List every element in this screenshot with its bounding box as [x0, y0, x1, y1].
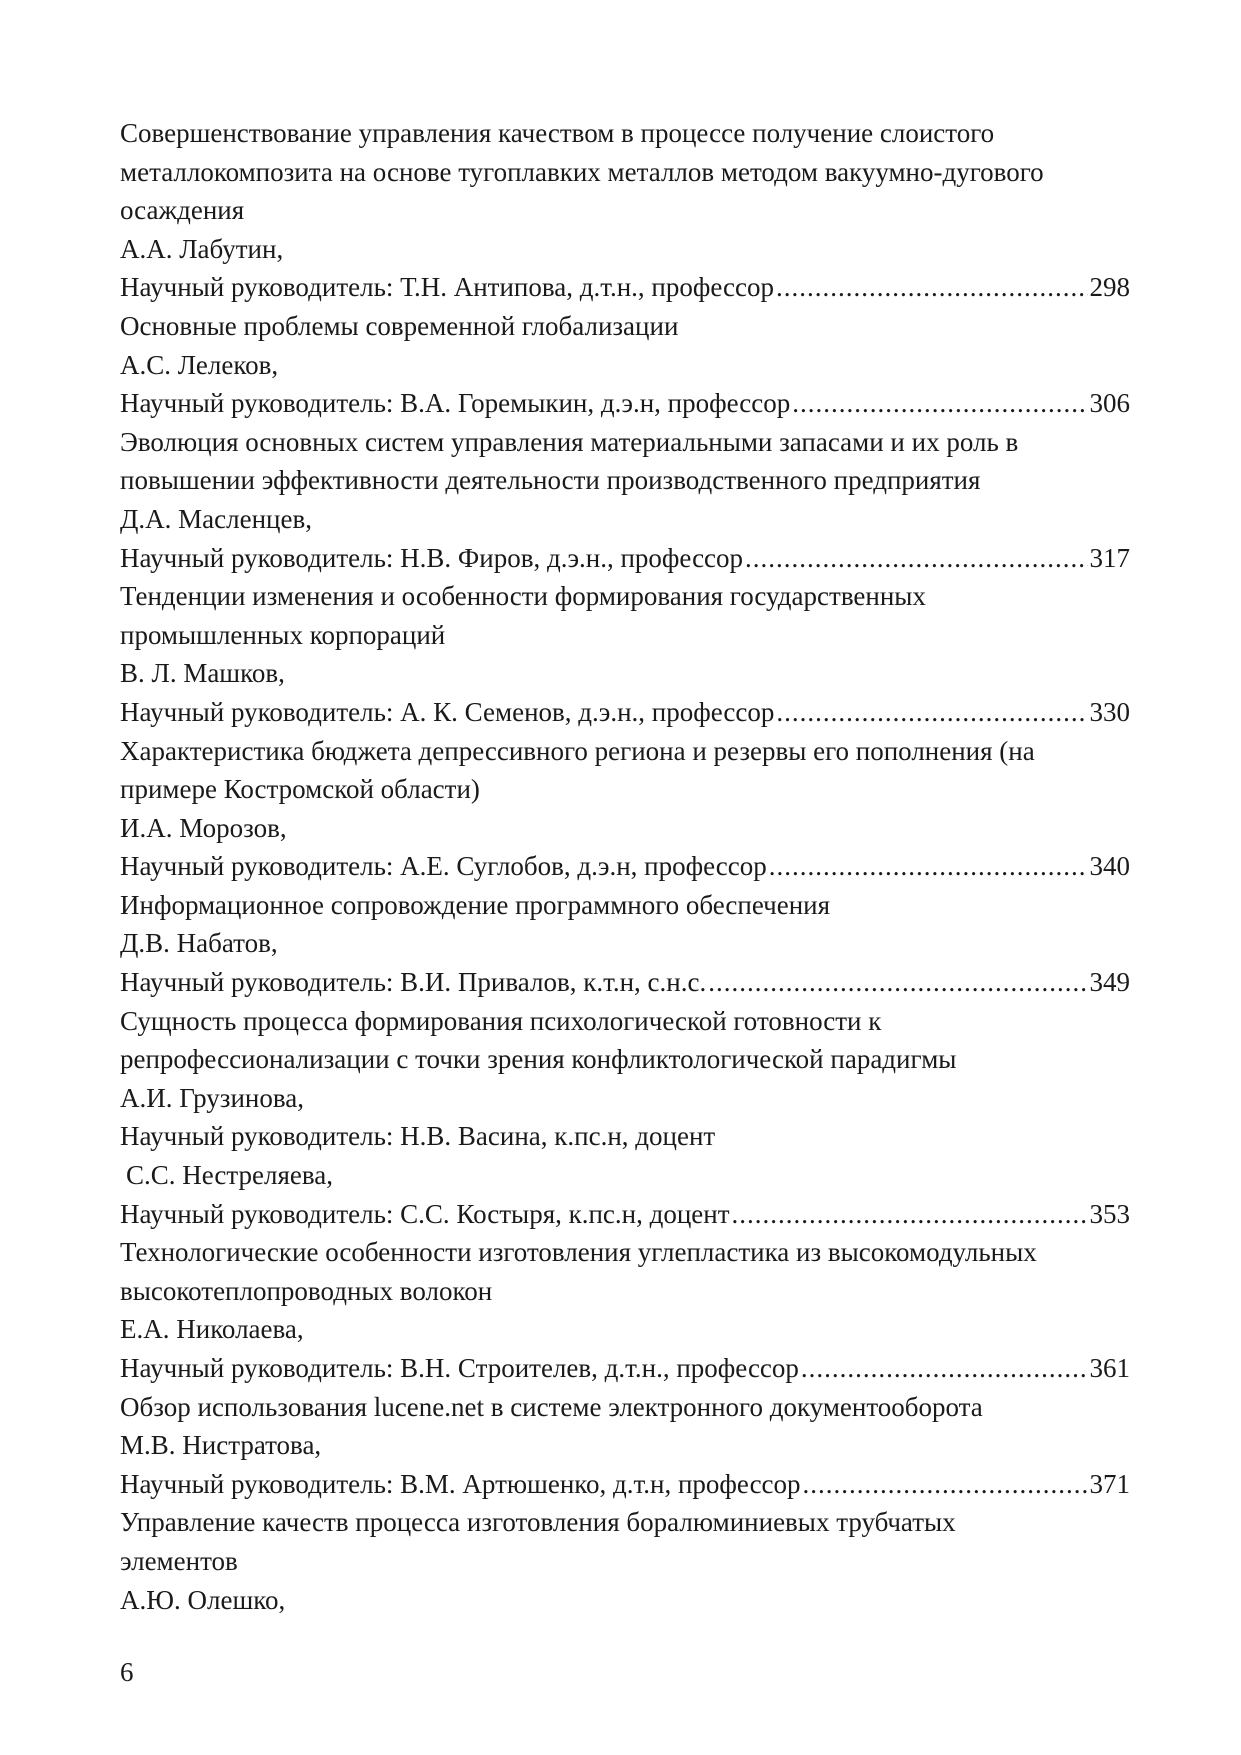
entry-page-number: 340 [1089, 851, 1130, 882]
entry-supervisor: Научный руководитель: Н.В. Васина, к.пс.н, доцент [120, 1121, 716, 1152]
dot-leader [776, 268, 1088, 307]
entry-page-number: 361 [1089, 1353, 1130, 1383]
entry-title: Тенденции изменения и особенности формирования государственных [120, 581, 926, 612]
entry-author: А.И. Грузинова, [120, 1082, 304, 1113]
entry-supervisor-row[interactable] [120, 539, 1130, 578]
entry-supervisor: Научный руководитель: В.Н. Строителев, д.т.н., профессор [120, 1353, 799, 1383]
entry-title: металлокомпозита на основе тугоплавких металлов методом вакуумно-дугового [120, 156, 1044, 187]
entry-title: Сущность процесса формирования психологической готовности к [120, 1005, 882, 1036]
entry-title: репрофессионализации с точки зрения конфликтологической парадигмы [120, 1044, 957, 1075]
entry-page-number: 306 [1089, 388, 1130, 419]
entry-author: А.Ю. Олешко, [120, 1584, 286, 1615]
entry-supervisor-row[interactable] [120, 1349, 1130, 1388]
page-number: 6 [120, 1657, 134, 1687]
dot-leader [792, 384, 1087, 423]
entry-supervisor: Научный руководитель: В.И. Привалов, к.т.н, с.н.с. [120, 967, 707, 998]
entry-author: Е.А. Николаева, [120, 1314, 304, 1345]
entry-supervisor: Научный руководитель: В.А. Горемыкин, д.э.н, профессор [120, 388, 791, 419]
entry-supervisor-row[interactable] [120, 384, 1130, 423]
entry-page-number: 298 [1089, 272, 1130, 303]
entry-title: примере Костромской области) [120, 774, 480, 805]
entry-page-number: 353 [1089, 1198, 1130, 1229]
entry-page-number: 330 [1089, 696, 1130, 727]
entry-supervisor-row[interactable] [120, 693, 1130, 732]
entry-title: высокотеплопроводных волокон [120, 1275, 493, 1306]
entry-page-number: 371 [1089, 1468, 1130, 1499]
dot-leader [801, 1349, 1088, 1388]
entry-supervisor: Научный руководитель: С.С. Костыря, к.пс.н, доцент [120, 1198, 730, 1229]
dot-leader [776, 693, 1087, 732]
entry-supervisor: Научный руководитель: Н.В. Фиров, д.э.н., профессор [120, 542, 744, 573]
entry-supervisor: Научный руководитель: А. К. Семенов, д.э.н., профессор [120, 696, 775, 727]
entry-title: Управление качеств процесса изготовления боралюминиевых трубчатых [120, 1507, 956, 1538]
entry-title: промышленных корпораций [120, 619, 446, 650]
entry-author: Д.А. Масленцев, [120, 503, 312, 534]
entry-title: повышении эффективности деятельности производственного предприятия [120, 465, 981, 496]
dot-leader [769, 847, 1088, 886]
dot-leader [745, 539, 1087, 578]
entry-author: А.А. Лабутин, [120, 233, 284, 264]
entry-title: элементов [120, 1545, 238, 1576]
entry-supervisor-row[interactable] [120, 847, 1130, 886]
entry-author: А.С. Лелеков, [120, 349, 279, 380]
entry-title: Обзор использования lucene.net в системе электронного документооборота [120, 1391, 983, 1422]
entry-author: В. Л. Машков, [120, 658, 285, 689]
entry-title: Технологические особенности изготовления углепластика из высокомодульных [120, 1237, 1037, 1268]
entry-title: Основные проблемы современной глобализации [120, 310, 679, 341]
entry-title: Эволюция основных систем управления материальными запасами и их роль в [120, 426, 1019, 457]
entry-author: И.А. Морозов, [120, 812, 287, 843]
entry-page-number: 349 [1089, 967, 1130, 998]
entry-supervisor: Научный руководитель: А.Е. Суглобов, д.э.н, профессор [120, 851, 767, 882]
entry-author: М.В. Нистратова, [120, 1430, 322, 1461]
table-of-contents [120, 114, 1130, 1619]
dot-leader [803, 1465, 1088, 1504]
dot-leader [732, 1195, 1088, 1234]
entry-title: Характеристика бюджета депрессивного региона и резервы его пополнения (на [120, 735, 1035, 766]
entry-author: С.С. Нестреляева, [126, 1160, 334, 1191]
entry-title: Информационное сопровождение программного обеспечения [120, 889, 831, 920]
dot-leader [708, 963, 1087, 1002]
entry-title: Совершенствование управления качеством в процессе получение слоистого [120, 118, 995, 148]
entry-supervisor: Научный руководитель: В.М. Артюшенко, д.т.н, профессор [120, 1468, 801, 1499]
entry-author: Д.В. Набатов, [120, 928, 278, 959]
entry-supervisor-row[interactable] [120, 1465, 1130, 1504]
entry-supervisor-row[interactable] [120, 268, 1130, 307]
entry-page-number: 317 [1089, 542, 1130, 573]
entry-supervisor-row[interactable] [120, 963, 1130, 1002]
entry-supervisor: Научный руководитель: Т.Н. Антипова, д.т.н., профессор [120, 272, 774, 303]
entry-title: осаждения [120, 195, 245, 226]
entry-supervisor-row[interactable] [120, 1195, 1130, 1234]
